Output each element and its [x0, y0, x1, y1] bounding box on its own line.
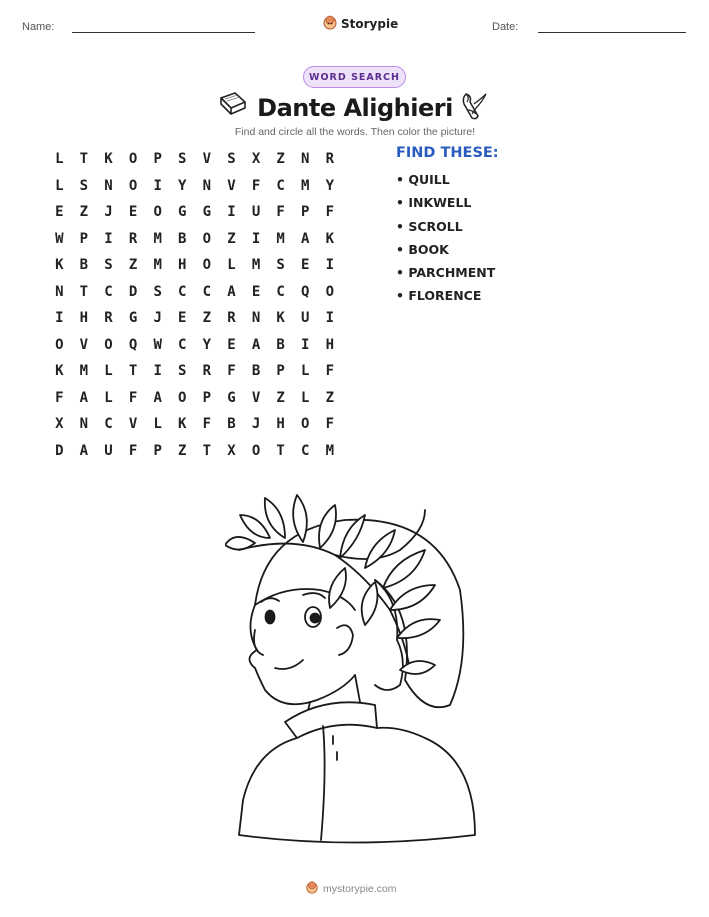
grid-letter[interactable]: Z — [128, 257, 138, 274]
grid-letter[interactable]: T — [79, 283, 89, 300]
grid-letter[interactable]: H — [178, 257, 187, 274]
grid-letter[interactable]: L — [104, 389, 113, 406]
grid-letter[interactable]: T — [79, 151, 89, 168]
grid-letter[interactable]: A — [301, 230, 310, 247]
grid-letter[interactable]: P — [153, 151, 162, 168]
grid-letter[interactable]: X — [55, 416, 64, 433]
grid-letter[interactable]: V — [251, 389, 261, 406]
grid-letter[interactable]: G — [128, 310, 138, 327]
grid-letter[interactable]: M — [251, 257, 261, 274]
grid-letter[interactable]: K — [178, 416, 187, 433]
grid-letter[interactable]: O — [301, 416, 310, 433]
grid-letter[interactable]: I — [325, 310, 335, 327]
grid-letter[interactable]: A — [79, 389, 89, 406]
grid-letter[interactable]: B — [227, 416, 236, 433]
grid-letter[interactable]: V — [202, 151, 212, 168]
grid-letter[interactable]: F — [325, 363, 335, 380]
grid-letter[interactable]: S — [178, 363, 187, 380]
grid-letter[interactable]: U — [104, 442, 113, 459]
grid-letter[interactable]: S — [276, 257, 285, 274]
grid-letter[interactable]: Z — [276, 151, 285, 168]
grid-letter[interactable]: C — [301, 442, 310, 459]
grid-letter[interactable]: L — [104, 363, 113, 380]
grid-letter[interactable]: M — [79, 363, 89, 380]
grid-letter[interactable]: F — [325, 204, 335, 221]
grid-letter[interactable]: G — [178, 204, 187, 221]
grid-letter[interactable]: B — [79, 257, 89, 274]
grid-letter[interactable]: Z — [276, 389, 285, 406]
word-list-item: • BOOK — [396, 241, 449, 257]
grid-letter[interactable]: Y — [178, 177, 187, 194]
grid-letter[interactable]: M — [325, 442, 335, 459]
grid-letter[interactable]: F — [128, 389, 138, 406]
grid-letter[interactable]: Y — [325, 177, 335, 194]
grid-letter[interactable]: D — [128, 283, 138, 300]
grid-letter[interactable]: W — [55, 230, 64, 247]
grid-letter[interactable]: W — [153, 336, 162, 353]
footer-brand[interactable] — [305, 880, 397, 897]
grid-letter[interactable]: I — [153, 363, 162, 380]
brand-logo — [322, 14, 398, 33]
grid-letter[interactable]: F — [251, 177, 261, 194]
word-list — [396, 172, 495, 312]
grid-letter[interactable]: B — [178, 230, 187, 247]
grid-letter[interactable]: C — [104, 283, 113, 300]
grid-letter[interactable]: O — [128, 177, 138, 194]
grid-letter[interactable]: R — [104, 310, 113, 327]
grid-letter[interactable]: F — [128, 442, 138, 459]
grid-letter[interactable]: F — [325, 416, 335, 433]
grid-letter[interactable]: Y — [202, 336, 212, 353]
grid-letter[interactable]: G — [227, 389, 236, 406]
grid-letter[interactable]: D — [55, 442, 64, 459]
grid-letter[interactable]: E — [55, 204, 64, 221]
grid-letter[interactable]: R — [128, 230, 138, 247]
grid-letter[interactable]: K — [325, 230, 335, 247]
name-line — [72, 32, 255, 33]
grid-letter[interactable]: T — [202, 442, 212, 459]
word-search-badge: WORD SEARCH — [303, 66, 406, 88]
grid-letter[interactable]: O — [128, 151, 138, 168]
grid-letter[interactable]: L — [301, 363, 310, 380]
grid-letter[interactable]: N — [301, 151, 310, 168]
grid-letter[interactable]: O — [325, 283, 335, 300]
grid-letter[interactable]: V — [79, 336, 89, 353]
grid-letter[interactable]: L — [153, 416, 162, 433]
grid-letter[interactable]: J — [251, 416, 261, 433]
grid-letter[interactable]: H — [276, 416, 285, 433]
grid-letter[interactable]: M — [276, 230, 285, 247]
grid-letter[interactable]: P — [79, 230, 89, 247]
grid-letter[interactable]: L — [227, 257, 236, 274]
grid-letter[interactable]: S — [79, 177, 89, 194]
grid-letter[interactable]: X — [227, 442, 236, 459]
grid-letter[interactable]: O — [202, 257, 212, 274]
grid-letter[interactable]: J — [104, 204, 113, 221]
grid-letter[interactable]: F — [227, 363, 236, 380]
word-list-item: • PARCHMENT — [396, 265, 496, 281]
grid-letter[interactable]: T — [128, 363, 138, 380]
grid-letter[interactable]: O — [153, 204, 162, 221]
grid-letter[interactable]: A — [227, 283, 236, 300]
grid-letter[interactable]: R — [227, 310, 236, 327]
grid-letter[interactable]: P — [202, 389, 212, 406]
grid-letter[interactable]: E — [128, 204, 138, 221]
footer-url[interactable]: mystorypie.com — [323, 882, 397, 895]
pie-mascot-icon — [322, 14, 338, 33]
grid-letter[interactable]: S — [227, 151, 236, 168]
grid-letter[interactable]: N — [104, 177, 113, 194]
grid-letter[interactable]: O — [202, 230, 212, 247]
grid-letter[interactable]: A — [153, 389, 162, 406]
word-list-item: • QUILL — [396, 172, 450, 187]
grid-letter[interactable]: E — [301, 257, 310, 274]
grid-letter[interactable]: Q — [128, 336, 138, 353]
grid-letter[interactable]: F — [55, 389, 64, 406]
grid-letter[interactable]: M — [301, 177, 310, 194]
grid-letter[interactable]: O — [178, 389, 187, 406]
grid-letter[interactable]: M — [153, 230, 162, 247]
grid-letter[interactable]: X — [251, 151, 261, 168]
date-label: Date: — [492, 21, 519, 33]
grid-letter[interactable]: N — [202, 177, 212, 194]
grid-letter[interactable]: N — [251, 310, 261, 327]
word-search-grid[interactable] — [47, 146, 342, 464]
grid-letter[interactable]: K — [276, 310, 285, 327]
name-label: Name: — [22, 21, 55, 33]
grid-letter[interactable]: C — [276, 177, 285, 194]
grid-letter[interactable]: I — [55, 310, 64, 327]
grid-letter[interactable]: V — [128, 416, 138, 433]
grid-letter[interactable]: A — [79, 442, 89, 459]
grid-letter[interactable]: K — [104, 151, 113, 168]
grid-letter[interactable]: S — [104, 257, 113, 274]
grid-letter[interactable]: H — [325, 336, 335, 353]
grid-letter[interactable]: K — [55, 257, 64, 274]
grid-letter[interactable]: Z — [227, 230, 236, 247]
find-these-heading: FIND THESE: — [396, 145, 499, 161]
grid-letter[interactable]: Z — [178, 442, 187, 459]
grid-letter[interactable]: Q — [301, 283, 310, 300]
grid-letter[interactable]: F — [276, 204, 285, 221]
grid-letter[interactable]: I — [251, 230, 261, 247]
instructions: Find and circle all the words. Then color the picture! — [234, 126, 476, 138]
grid-letter[interactable]: E — [227, 336, 236, 353]
grid-letter[interactable]: I — [325, 257, 335, 274]
grid-letter[interactable]: Z — [79, 204, 89, 221]
grid-letter[interactable]: Z — [202, 310, 212, 327]
grid-letter[interactable]: K — [55, 363, 64, 380]
dante-portrait-coloring-image[interactable] — [225, 490, 485, 854]
grid-letter[interactable]: E — [251, 283, 261, 300]
grid-letter[interactable]: B — [276, 336, 285, 353]
grid-letter[interactable]: E — [178, 310, 187, 327]
grid-letter[interactable]: L — [55, 151, 64, 168]
grid-letter[interactable]: J — [153, 310, 162, 327]
grid-letter[interactable]: L — [55, 177, 64, 194]
scroll-quill-icon — [458, 90, 490, 126]
grid-letter[interactable]: N — [55, 283, 64, 300]
grid-letter[interactable]: P — [276, 363, 285, 380]
pie-mascot-icon — [305, 880, 319, 897]
grid-letter[interactable]: U — [301, 310, 310, 327]
grid-letter[interactable]: P — [153, 442, 162, 459]
grid-letter[interactable]: M — [153, 257, 162, 274]
date-line — [538, 32, 686, 33]
grid-letter[interactable]: I — [153, 177, 162, 194]
grid-letter[interactable]: B — [251, 363, 261, 380]
grid-letter[interactable]: A — [251, 336, 261, 353]
grid-letter[interactable]: C — [178, 336, 187, 353]
grid-letter[interactable]: I — [104, 230, 113, 247]
grid-letter[interactable]: G — [202, 204, 212, 221]
grid-letter[interactable]: N — [79, 416, 89, 433]
grid-letter[interactable]: O — [55, 336, 64, 353]
word-list-item: • INKWELL — [396, 195, 472, 211]
grid-letter[interactable]: T — [276, 442, 285, 459]
grid-letter[interactable]: F — [202, 416, 212, 433]
grid-letter[interactable]: U — [251, 204, 261, 221]
grid-letter[interactable]: P — [301, 204, 310, 221]
grid-letter[interactable]: O — [104, 336, 113, 353]
grid-letter[interactable]: C — [202, 283, 212, 300]
grid-letter[interactable]: C — [276, 283, 285, 300]
grid-letter[interactable]: C — [178, 283, 187, 300]
grid-letter[interactable]: V — [227, 177, 236, 194]
word-list-item: • SCROLL — [396, 218, 463, 234]
grid-letter[interactable]: R — [202, 363, 212, 380]
grid-letter[interactable]: H — [79, 310, 89, 327]
grid-letter[interactable]: Z — [325, 389, 335, 406]
grid-letter[interactable]: L — [301, 389, 310, 406]
grid-letter[interactable]: S — [178, 151, 187, 168]
grid-letter[interactable]: R — [325, 151, 335, 168]
grid-letter[interactable]: S — [153, 283, 162, 300]
word-list-item: • FLORENCE — [396, 288, 482, 304]
brand-name: Storypie — [341, 16, 399, 31]
grid-letter[interactable]: I — [301, 336, 310, 353]
grid-letter[interactable]: O — [251, 442, 261, 459]
grid-letter[interactable]: C — [104, 416, 113, 433]
page-title: Dante Alighieri — [257, 94, 453, 122]
grid-letter[interactable]: I — [227, 204, 236, 221]
